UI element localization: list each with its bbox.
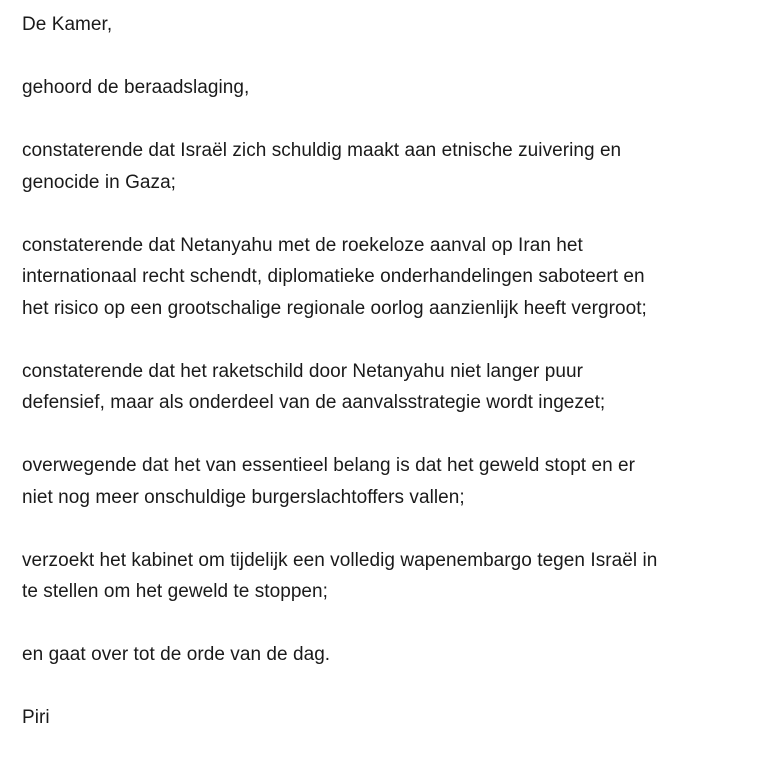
consideration-iran-attack	[22, 230, 747, 325]
signature	[22, 702, 747, 734]
consideration-line: niet nog meer onschuldige burgerslachtoffers vallen;	[22, 486, 465, 508]
consideration-missile-shield	[22, 356, 747, 419]
signature-text: Piri	[22, 707, 50, 728]
consideration-line: het risico op een grootschalige regionale oorlog aanzienlijk heeft vergroot;	[22, 297, 647, 319]
deliberation-note	[22, 72, 747, 104]
closing-text: en gaat over tot de orde van de dag.	[22, 644, 331, 665]
motion-document	[22, 9, 747, 765]
salutation	[22, 9, 747, 41]
consideration-genocide	[22, 135, 747, 198]
request-line: te stellen om het geweld te stoppen;	[22, 581, 328, 602]
consideration-line: constaterende dat Netanyahu met de roekeloze aanval op Iran het	[22, 234, 583, 256]
consideration-violence	[22, 450, 747, 513]
request-line: verzoekt het kabinet om tijdelijk een volledig wapenembargo tegen Israël in	[22, 549, 658, 571]
consideration-line: genocide in Gaza;	[22, 171, 177, 193]
consideration-line: constaterende dat Israël zich schuldig maakt aan etnische zuivering en	[22, 140, 622, 161]
consideration-line: constaterende dat het raketschild door Netanyahu niet langer puur	[22, 360, 583, 382]
consideration-line: overwegende dat het van essentieel belang is dat het geweld stopt en er	[22, 455, 636, 476]
deliberation-text: gehoord de beraadslaging,	[22, 77, 250, 98]
salutation-text: De Kamer,	[22, 14, 113, 35]
consideration-line: internationaal recht schendt, diplomatieke onderhandelingen saboteert en	[22, 266, 645, 287]
consideration-line: defensief, maar als onderdeel van de aanvalsstrategie wordt ingezet;	[22, 392, 606, 413]
closing	[22, 639, 747, 671]
request-arms-embargo	[22, 545, 747, 608]
